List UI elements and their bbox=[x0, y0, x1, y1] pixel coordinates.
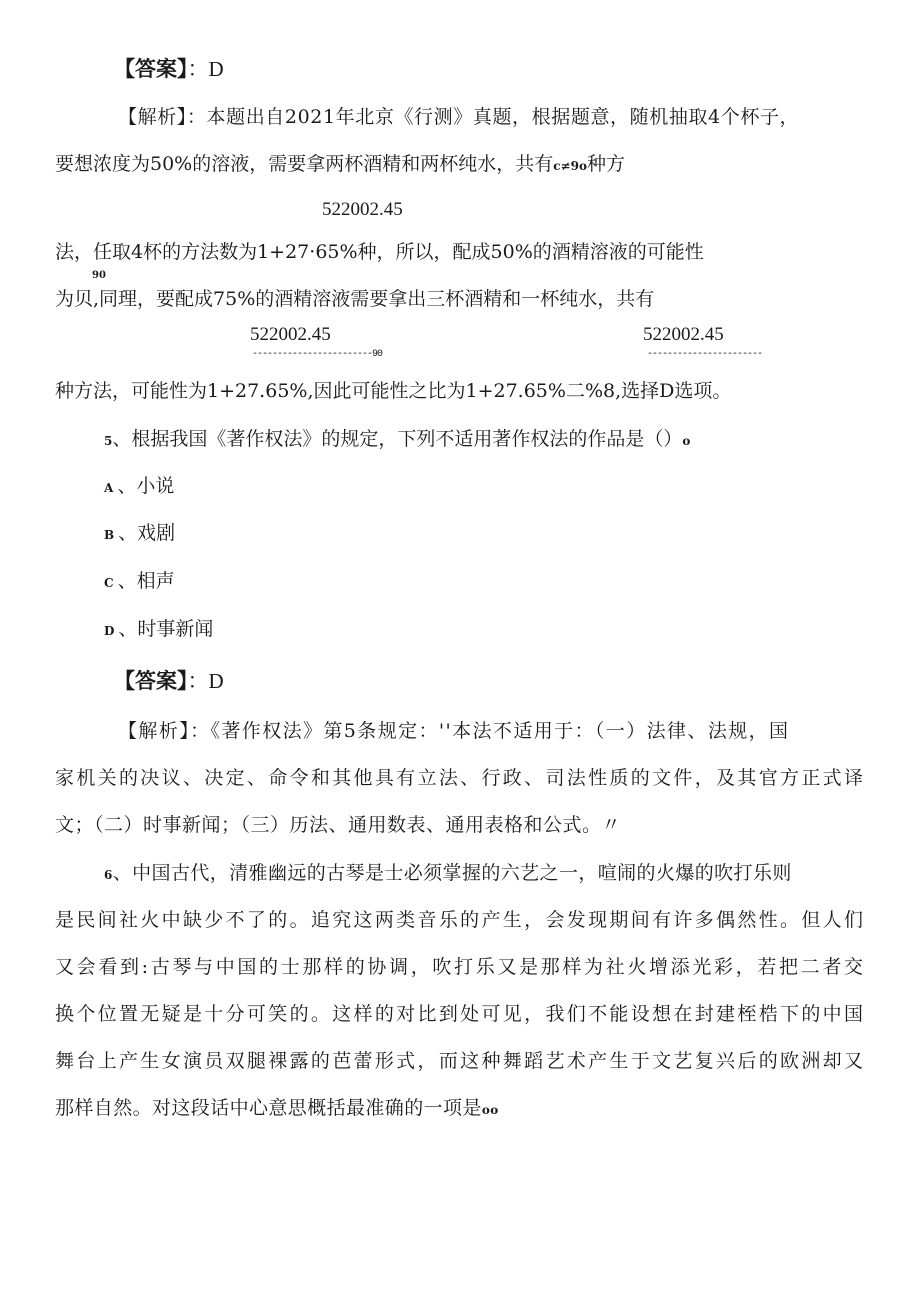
q5-option-c[interactable] bbox=[104, 568, 175, 596]
q4-garbled-formula: c≠9o bbox=[553, 159, 587, 173]
q5-analysis-line3: 文；（二）时事新闻；（三）历法、通用数表、通用表格和公式。〃 bbox=[55, 814, 622, 836]
q4-answer-value: ：D bbox=[187, 57, 224, 81]
q5-analysis-line1: 【解析】：《著作权法》第5条规定：''本法不适用于：（一）法律、法规，国 bbox=[118, 720, 790, 742]
option-text: 、相声 bbox=[117, 570, 175, 592]
option-letter: D bbox=[104, 624, 115, 638]
q6-stem-end: oo bbox=[481, 1103, 499, 1117]
q5-stem-text: 、根据我国《著作权法》的规定，下列不适用著作权法的作品是（） bbox=[112, 428, 683, 450]
q4-answer-label: 【答案】 bbox=[114, 57, 188, 81]
q5-number: 5 bbox=[104, 434, 113, 448]
q4-analysis-line2 bbox=[55, 151, 625, 177]
q5-option-d[interactable] bbox=[104, 616, 213, 644]
option-text: 、时事新闻 bbox=[118, 618, 214, 640]
q5-analysis-line2: 家机关的决议、决定、命令和其他具有立法、行政、司法性质的文件，及其官方正式译 bbox=[55, 767, 863, 789]
q4-fraction-bar-1: ------------------------90 bbox=[252, 349, 383, 360]
q5-answer bbox=[114, 668, 224, 694]
option-letter: B bbox=[104, 528, 115, 542]
q6-stem-line1-text: 、中国古代，清雅幽远的古琴是士必须掌握的六艺之一，喧闹的火爆的吹打乐则 bbox=[112, 862, 792, 884]
q6-stem-line3: 又会看到:古琴与中国的士那样的协调，吹打乐又是那样为社火增添光彩，若把二者交 bbox=[55, 956, 863, 978]
q5-option-b[interactable] bbox=[104, 520, 175, 548]
q6-stem-line1 bbox=[104, 860, 792, 886]
option-letter: A bbox=[104, 481, 114, 495]
q4-analysis-line2-tail: 种方 bbox=[586, 153, 625, 175]
option-text: 、戏剧 bbox=[118, 522, 176, 544]
q4-fraction-bar-2: ----------------------- bbox=[647, 349, 763, 360]
q4-analysis-line5: 种方法，可能性为1+27.65%,因此可能性之比为1+27.65%二%8,选择D选项。 bbox=[55, 380, 732, 402]
q6-number: 6 bbox=[104, 868, 113, 882]
q6-stem-line6 bbox=[55, 1095, 499, 1121]
q6-stem-line5: 舞台上产生女演员双腿裸露的芭蕾形式，而这种舞蹈艺术产生于文艺复兴后的欧洲却又 bbox=[55, 1050, 863, 1072]
q6-stem-line4: 换个位置无疑是十分可笑的。这样的对比到处可见，我们不能设想在封建桎梏下的中国 bbox=[55, 1003, 863, 1025]
option-letter: C bbox=[104, 576, 114, 590]
q4-analysis-line1: 【解析】：本题出自2021年北京《行测》真题，根据题意，随机抽取4个杯子， bbox=[118, 106, 800, 128]
q4-fraction-numerator: 90 bbox=[92, 270, 106, 281]
option-text: 、小说 bbox=[117, 475, 175, 497]
q4-formula-1: 522002.45 bbox=[322, 199, 403, 220]
q4-formula-2: 522002.45 bbox=[250, 324, 331, 345]
q6-stem-line2: 是民间社火中缺少不了的。追究这两类音乐的产生，会发现期间有许多偶然性。但人们 bbox=[55, 909, 863, 931]
q6-stem-line6-text: 那样自然。对这段话中心意思概括最准确的一项是 bbox=[55, 1097, 482, 1119]
q4-analysis-line4: 为贝,同理，要配成75%的酒精溶液需要拿出三杯酒精和一杯纯水，共有 bbox=[55, 288, 655, 310]
q5-stem-end: o bbox=[682, 434, 691, 448]
q5-option-a[interactable] bbox=[104, 473, 174, 501]
q4-answer bbox=[114, 56, 224, 82]
q4-analysis-line3: 法，任取4杯的方法数为1+27·65%种，所以，配成50%的酒精溶液的可能性 bbox=[55, 241, 704, 263]
q4-formula-3: 522002.45 bbox=[643, 324, 724, 345]
q5-stem bbox=[104, 426, 690, 452]
q5-answer-value: ：D bbox=[187, 669, 224, 693]
q5-answer-label: 【答案】 bbox=[114, 669, 188, 693]
q4-analysis-line2-text: 要想浓度为50%的溶液，需要拿两杯酒精和两杯纯水，共有 bbox=[55, 153, 554, 175]
